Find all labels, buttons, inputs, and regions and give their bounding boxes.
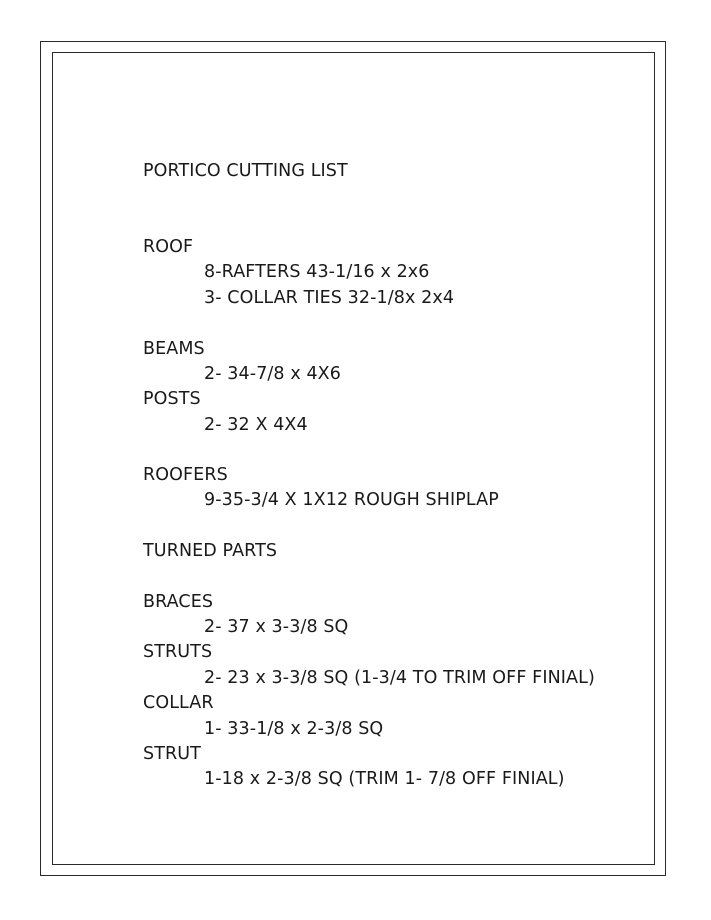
section-heading-roof: ROOF — [143, 237, 194, 257]
list-item-posts: 2- 32 X 4X4 — [204, 415, 308, 435]
section-heading-turned-parts: TURNED PARTS — [143, 541, 278, 561]
list-item-braces: 2- 37 x 3-3/8 SQ — [204, 617, 349, 637]
page-title: PORTICO CUTTING LIST — [143, 161, 348, 181]
section-heading-roofers: ROOFERS — [143, 465, 228, 485]
list-item-collar-ties: 3- COLLAR TIES 32-1/8x 2x4 — [204, 288, 455, 308]
section-heading-braces: BRACES — [143, 592, 214, 612]
list-item-collar: 1- 33-1/8 x 2-3/8 SQ — [204, 719, 384, 739]
list-item-beams: 2- 34-7/8 x 4X6 — [204, 364, 341, 384]
list-item-struts: 2- 23 x 3-3/8 SQ (1-3/4 TO TRIM OFF FINIAL) — [204, 668, 595, 688]
section-heading-beams: BEAMS — [143, 339, 205, 359]
list-item-rafters: 8-RAFTERS 43-1/16 x 2x6 — [204, 262, 430, 282]
list-item-strut: 1-18 x 2-3/8 SQ (TRIM 1- 7/8 OFF FINIAL) — [204, 769, 565, 789]
section-heading-collar: COLLAR — [143, 693, 214, 713]
section-heading-struts: STRUTS — [143, 642, 213, 662]
section-heading-posts: POSTS — [143, 389, 201, 409]
list-item-roofers: 9-35-3/4 X 1X12 ROUGH SHIPLAP — [204, 490, 499, 510]
section-heading-strut: STRUT — [143, 744, 201, 764]
